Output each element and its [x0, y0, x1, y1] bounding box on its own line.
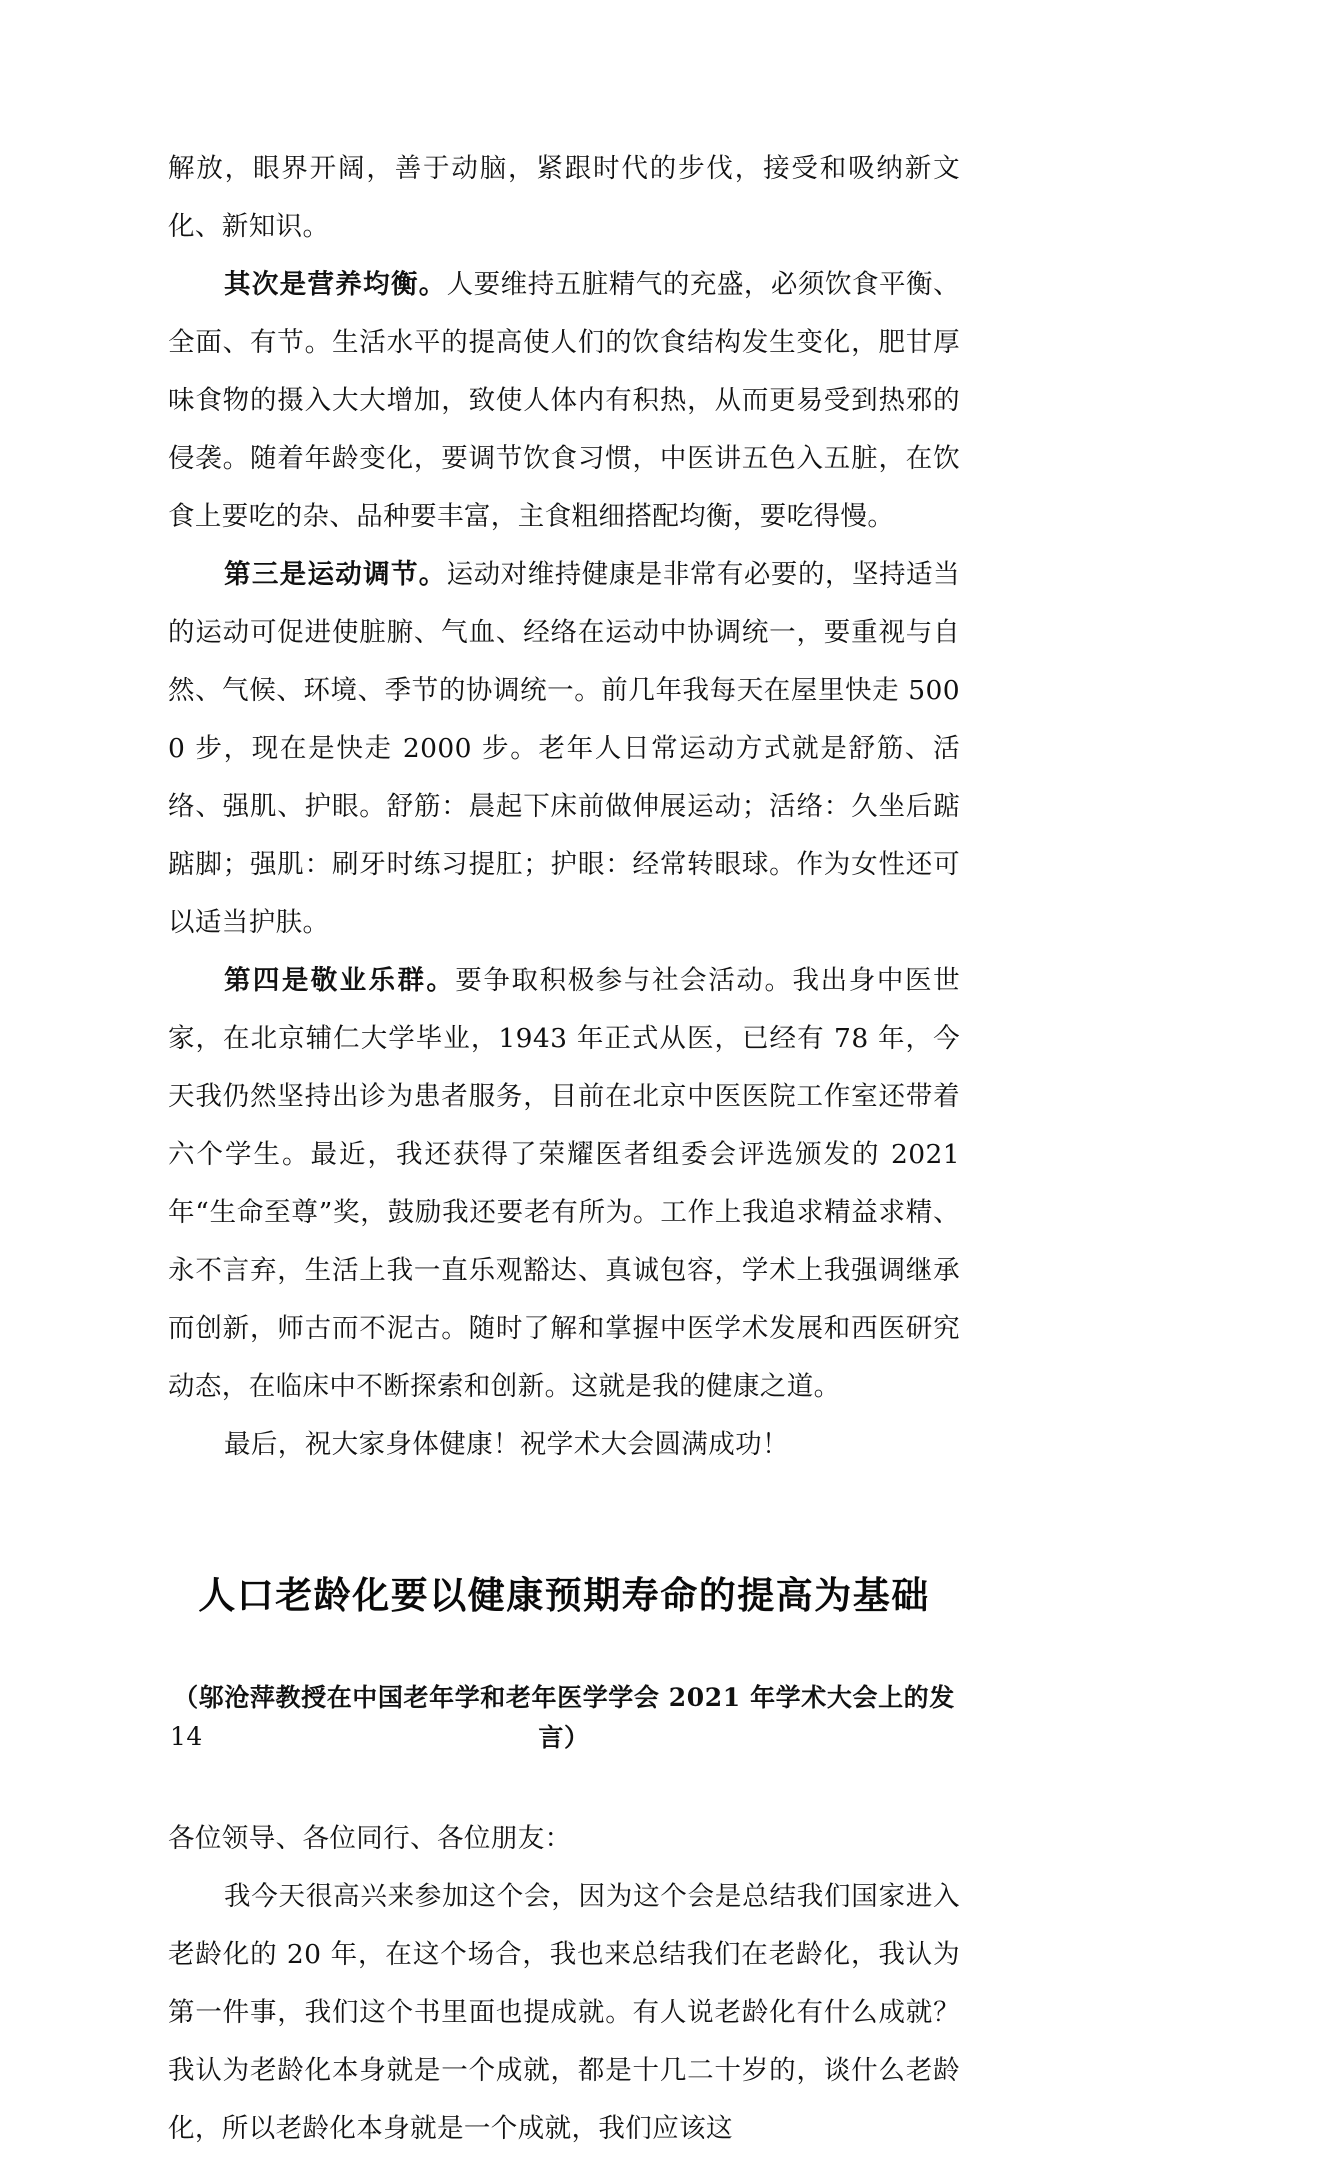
paragraph-lead-dedication: 第四是敬业乐群。	[224, 965, 456, 996]
paragraph-intro	[168, 1868, 960, 2158]
paragraph-continued	[168, 140, 960, 256]
paragraph-text: 人要维持五脏精气的充盛，必须饮食平衡、全面、有节。生活水平的提高使人们的饮食结构发生变化，肥甘厚味食物的摄入大大增加，致使人体内有积热，从而更易受到热邪的侵袭。随着年龄变化，要调节饮食习惯，中医讲五色入五脏，在饮食上要吃的杂、品种要丰富，主食粗细搭配均衡，要吃得慢。	[168, 269, 960, 532]
byline-spacing	[168, 1758, 960, 1810]
section-divider-gap	[168, 1474, 960, 1570]
paragraph-text: 我今天很高兴来参加这个会，因为这个会是总结我们国家进入老龄化的 20 年，在这个场合，我也来总结我们在老龄化，我认为第一件事，我们这个书里面也提成就。有人说老龄化有什么成就？我认为老龄化本身就是一个成就，都是十几二十岁的，谈什么老龄化，所以老龄化本身就是一个成就，我们应该这	[168, 1881, 960, 2144]
paragraph-exercise	[168, 546, 960, 952]
paragraph-lead-exercise: 第三是运动调节。	[224, 559, 447, 590]
article-byline: （邬沧萍教授在中国老年学和老年医学学会 2021 年学术大会上的发言）	[173, 1683, 955, 1752]
paragraph-nutrition	[168, 256, 960, 546]
article-title: 人口老龄化要以健康预期寿命的提高为基础	[198, 1574, 930, 1617]
paragraph-lead-nutrition: 其次是营养均衡。	[224, 269, 447, 300]
title-spacing	[168, 1622, 960, 1678]
paragraph-closing	[168, 1416, 960, 1474]
salutation-line: 各位领导、各位同行、各位朋友：	[168, 1823, 572, 1854]
paragraph-text: 运动对维持健康是非常有必要的，坚持适当的运动可促进使脏腑、气血、经络在运动中协调统一，要重视与自然、气候、环境、季节的协调统一。前几年我每天在屋里快走 5000 步，现在是快走 2000 步。老年人日常运动方式就是舒筋、活络、强肌、护眼。舒筋：晨起下床前做伸展运动；活络：久坐后踮踮脚；强肌：刷牙时练习提肛；护眼：经常转眼球。作为女性还可以适当护肤。	[168, 559, 960, 938]
paragraph-text: 解放，眼界开阔，善于动脑，紧跟时代的步伐，接受和吸纳新文化、新知识。	[168, 153, 960, 242]
page-number: 14	[170, 1722, 203, 1751]
page-content	[168, 140, 960, 2158]
paragraph-text: 要争取积极参与社会活动。我出身中医世家，在北京辅仁大学毕业，1943 年正式从医，已经有 78 年，今天我仍然坚持出诊为患者服务，目前在北京中医医院工作室还带着六个学生。最近，我还获得了荣耀医者组委会评选颁发的 2021 年“生命至尊”奖，鼓励我还要老有所为。工作上我追求精益求精、永不言弃，生活上我一直乐观豁达、真诚包容，学术上我强调继承而创新，师古而不泥古。随时了解和掌握中医学术发展和西医研究动态，在临床中不断探索和创新。这就是我的健康之道。	[168, 965, 960, 1402]
paragraph-text: 最后，祝大家身体健康！祝学术大会圆满成功！	[224, 1429, 789, 1460]
paragraph-dedication	[168, 952, 960, 1416]
